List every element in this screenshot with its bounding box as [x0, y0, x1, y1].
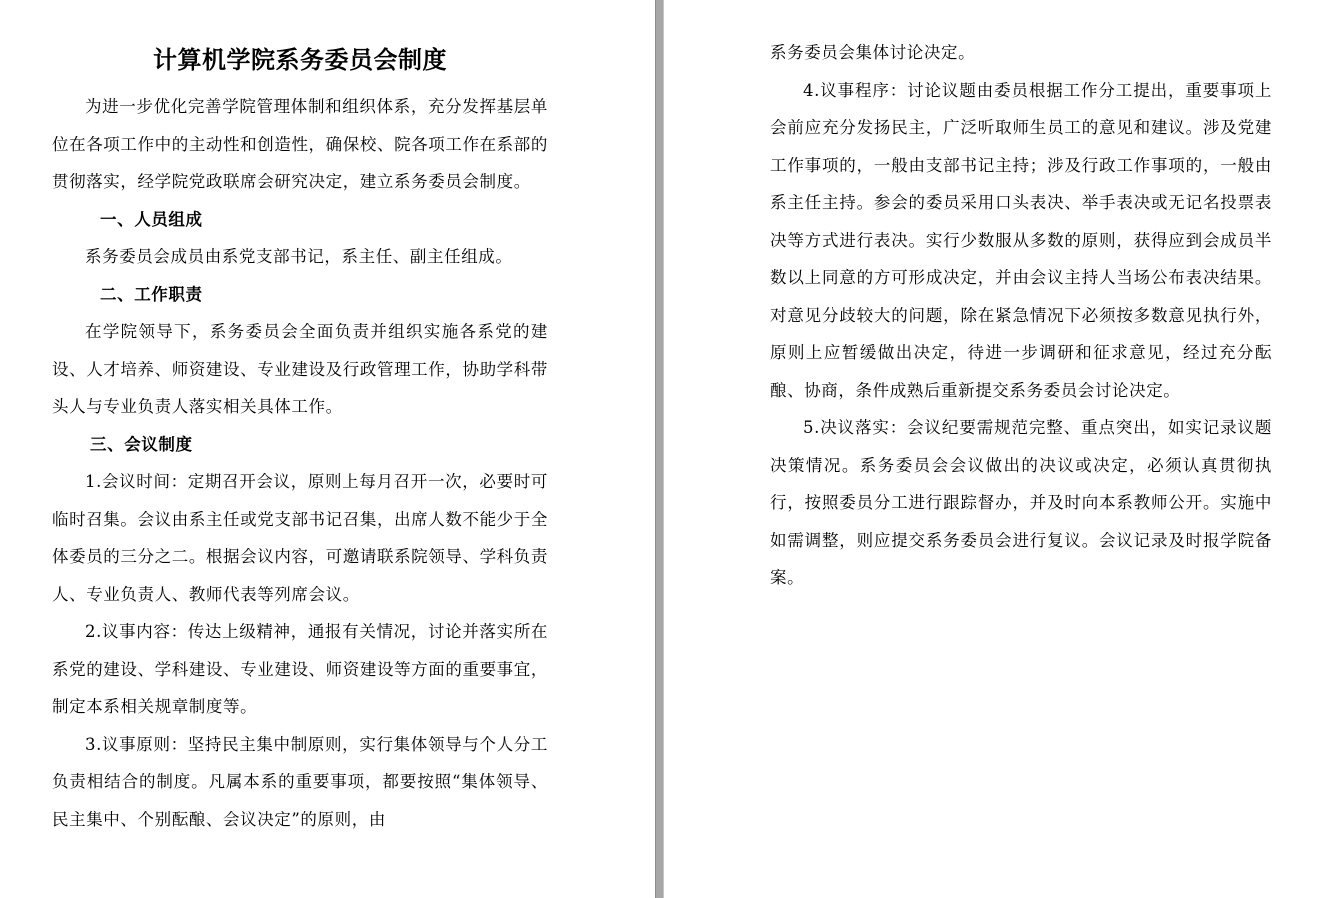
meeting-principle-continuation: 系务委员会集体讨论决定。 — [770, 43, 976, 62]
document-title: 计算机学院系务委员会制度 — [153, 45, 447, 74]
section-heading-personnel: 一、人员组成 — [100, 209, 203, 229]
section-heading-meetings: 三、会议制度 — [90, 434, 193, 454]
meeting-principle-paragraph: 3.议事原则：坚持民主集中制原则，实行集体领导与个人分工负责相结合的制度。凡属本系的重要事项，都要按照“集体领导、民主集中、个别酝酿、会议决定”的原则，由 — [52, 734, 548, 829]
left-page — [0, 0, 655, 898]
meeting-content-paragraph: 2.议事内容：传达上级精神，通报有关情况，讨论并落实所在系党的建设、学科建设、专业建设、师资建设等方面的重要事宜，制定本系相关规章制度等。 — [52, 622, 548, 716]
intro-paragraph: 为进一步优化完善学院管理体制和组织体系，充分发挥基层单位在各项工作中的主动性和创造性，确保校、院各项工作在系部的贯彻落实，经学院党政联席会研究决定，建立系务委员会制度。 — [52, 97, 548, 191]
resolution-implementation-paragraph: 5.决议落实：会议纪要需规范完整、重点突出，如实记录议题决策情况。系务委员会会议做出的决议或决定，必须认真贯彻执行，按照委员分工进行跟踪督办，并及时向本系教师公开。实施中如需调整，则应提交系务委员会进行复议。会议记录及时报学院备案。 — [770, 418, 1272, 587]
meeting-procedure-paragraph: 4.议事程序：讨论议题由委员根据工作分工提出，重要事项上会前应充分发扬民主，广泛听取师生员工的意见和建议。涉及党建工作事项的，一般由支部书记主持；涉及行政工作事项的，一般由系主任主持。参会的委员采用口头表决、举手表决或无记名投票表决等方式进行表决。实行少数服从多数的原则，获得应到会成员半数以上同意的方可形成决定，并由会议主持人当场公布表决结果。对意见分歧较大的问题，除在紧急情况下必须按多数意见执行外，原则上应暂缓做出决定，待进一步调研和征求意见，经过充分酝酿、协商，条件成熟后重新提交系务委员会讨论决定。 — [770, 80, 1272, 400]
right-page — [664, 0, 1319, 898]
meeting-time-paragraph: 1.会议时间：定期召开会议，原则上每月召开一次，必要时可临时召集。会议由系主任或党支部书记召集，出席人数不能少于全体委员的三分之二。根据会议内容，可邀请联系院领导、学科负责人、专业负责人、教师代表等列席会议。 — [52, 472, 548, 604]
personnel-paragraph: 系务委员会成员由系党支部书记，系主任、副主任组成。 — [85, 247, 513, 266]
section-heading-duties: 二、工作职责 — [100, 284, 203, 304]
left-page-body — [52, 88, 548, 838]
duties-paragraph: 在学院领导下，系务委员会全面负责并组织实施各系党的建设、人才培养、师资建设、专业建设及行政管理工作，协助学科带头人与专业负责人落实相关具体工作。 — [52, 322, 548, 416]
page-separator — [655, 0, 664, 898]
right-page-body — [770, 34, 1272, 597]
